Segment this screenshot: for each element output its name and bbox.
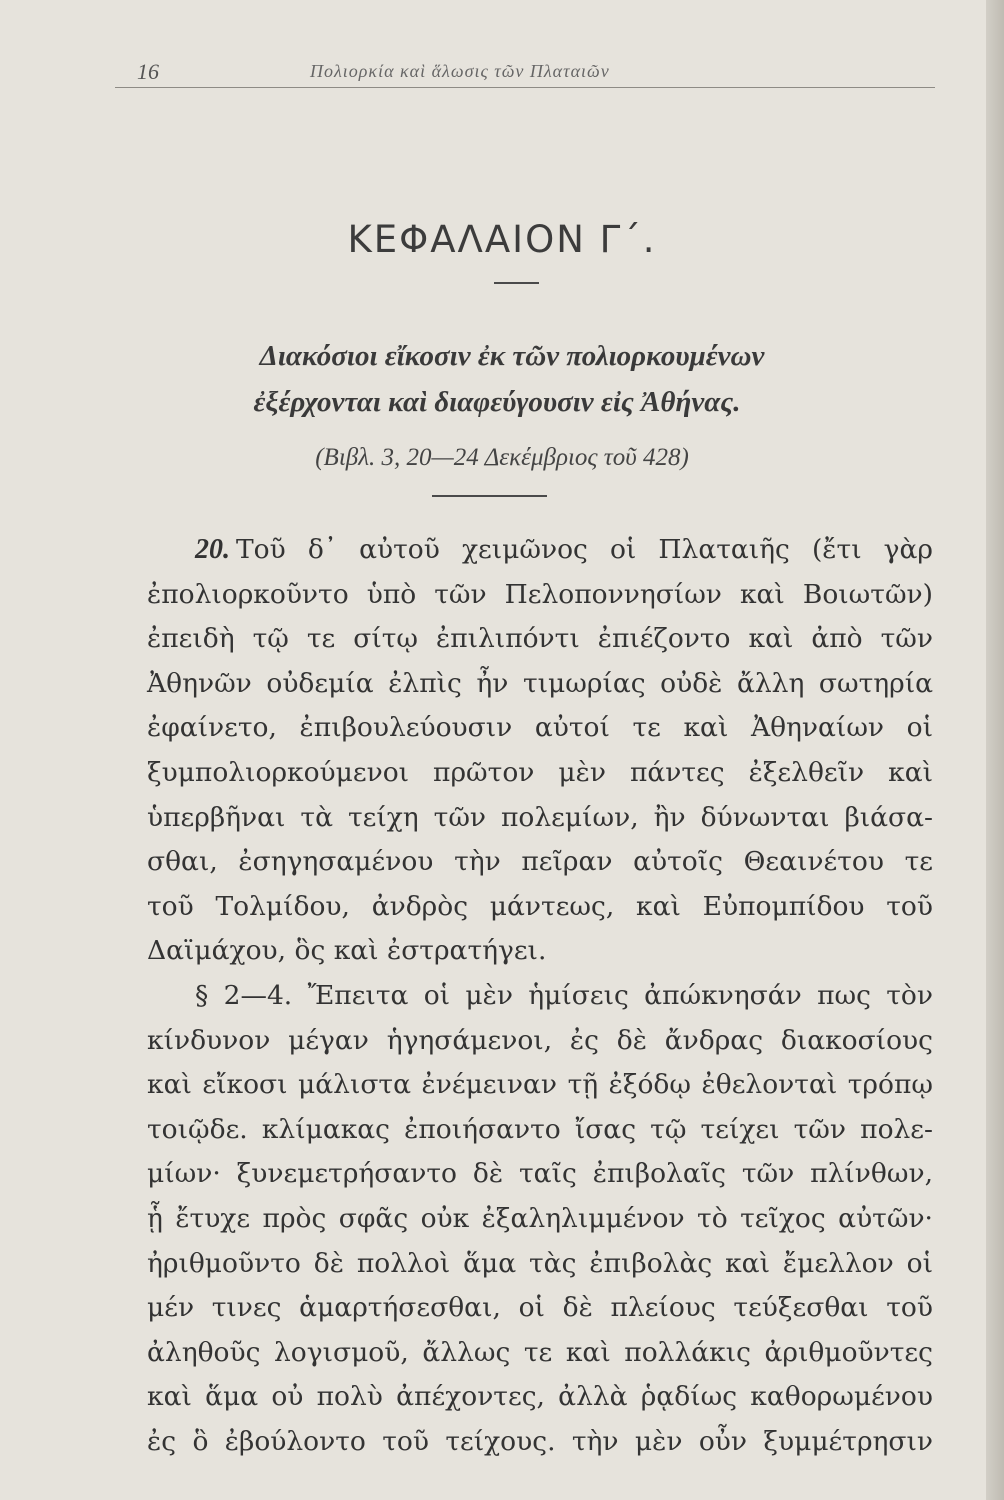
text-line: § 2—4. Ἔπειτα οἱ μὲν ἡμίσεις ἀπώκνησάν πως τὸν — [195, 979, 933, 1011]
chapter-summary-line-2: ἐξέρχονται καὶ διαφεύγουσιν εἰς Ἀθήνας. — [253, 386, 741, 418]
text-line: ἐπολιορκοῦντο ὑπὸ τῶν Πελοποννησίων καὶ Βοιωτῶν) — [147, 578, 933, 610]
text-line: κίνδυνον μέγαν ἡγησάμενοι, ἐς δὲ ἄνδρας διακοσίους — [147, 1024, 933, 1056]
text-line: ἠριθμοῦντο δὲ πολλοὶ ἅμα τὰς ἐπιβολὰς καὶ ἔμελλον οἱ — [147, 1247, 933, 1279]
summary-divider — [432, 495, 547, 497]
text-line: ξυμπολιορκούμενοι πρῶτον μὲν πάντες ἐξελθεῖν καὶ — [147, 756, 933, 788]
text-line: Ἀθηνῶν οὐδεμία ἐλπὶς ἦν τιμωρίας οὐδὲ ἄλλη σωτηρία — [147, 667, 933, 699]
chapter-summary-line-1: Διακόσιοι εἴκοσιν ἐκ τῶν πολιορκουμένων — [259, 340, 765, 372]
text-line: Δαϊμάχου, ὃς καὶ ἐστρατήγει. — [147, 935, 547, 967]
title-divider — [494, 282, 539, 284]
text-line: τοιῷδε. κλίμακας ἐποιήσαντο ἴσας τῷ τείχει τῶν πολε- — [147, 1113, 933, 1145]
text-line: καὶ εἴκοσι μάλιστα ἐνέμειναν τῇ ἐξόδῳ ἐθελονταὶ τρόπῳ — [147, 1069, 933, 1101]
text-line: ἐφαίνετο, ἐπιβουλεύουσιν αὐτοί τε καὶ Ἀθηναίων οἱ — [147, 712, 933, 744]
text-line: τοῦ Τολμίδου, ἀνδρὸς μάντεως, καὶ Εὐπομπίδου τοῦ — [147, 890, 933, 922]
text-line: ἀληθοῦς λογισμοῦ, ἄλλως τε καὶ πολλάκις ἀριθμοῦντες — [147, 1336, 933, 1368]
text-line: σθαι, ἐσηγησαμένου τὴν πεῖραν αὐτοῖς Θεαινέτου τε — [147, 846, 933, 878]
section-number: 20. — [195, 534, 230, 565]
text-line: 20. Τοῦ δ᾽ αὐτοῦ χειμῶνος οἱ Πλαταιῆς (ἔτι γὰρ — [195, 534, 933, 565]
running-title: Πολιορκία καὶ ἅλωσις τῶν Πλαταιῶν — [310, 61, 610, 81]
chapter-title: ΚΕΦΑΛΑΙΟΝ Γ΄. — [347, 218, 657, 261]
text-line: ἐς ὃ ἐβούλοντο τοῦ τείχους. τὴν μὲν οὖν ξυμμέτρησιν — [147, 1425, 933, 1457]
body-text — [147, 528, 933, 1464]
text-line: ὑπερβῆναι τὰ τείχη τῶν πολεμίων, ἢν δύνωνται βιάσα- — [147, 801, 933, 833]
text-line: μίων· ξυνεμετρήσαντο δὲ ταῖς ἐπιβολαῖς τῶν πλίνθων, — [147, 1158, 933, 1190]
text-line: ἐπειδὴ τῷ τε σίτῳ ἐπιλιπόντι ἐπιέζοντο καὶ ἀπὸ τῶν — [147, 623, 933, 655]
page-number: 16 — [137, 59, 159, 84]
running-head — [115, 55, 935, 88]
text-line: μέν τινες ἁμαρτήσεσθαι, οἱ δὲ πλείους τεύξεσθαι τοῦ — [147, 1292, 933, 1324]
text-line: καὶ ἅμα οὐ πολὺ ἀπέχοντες, ἀλλὰ ῥᾳδίως καθορωμένου — [147, 1381, 933, 1413]
chapter-dateline: (Βιβλ. 3, 20—24 Δεκέμβριος τοῦ 428) — [315, 444, 689, 471]
text-line: ᾗ ἔτυχε πρὸς σφᾶς οὐκ ἐξαληλιμμένον τὸ τεῖχος αὐτῶν· — [147, 1202, 933, 1234]
